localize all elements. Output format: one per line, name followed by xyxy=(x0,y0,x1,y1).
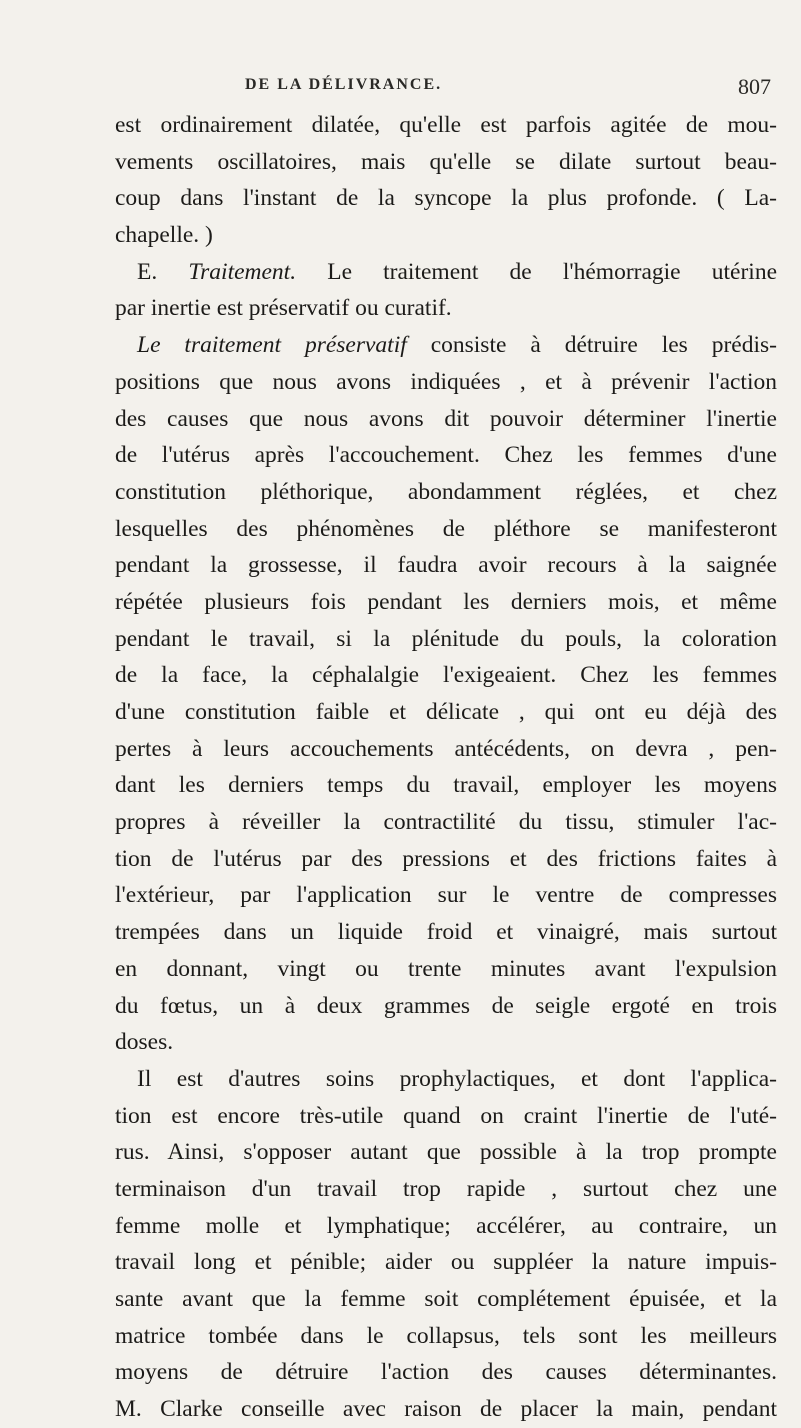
text-line: vements oscillatoires, mais qu'elle se dilate surtout beau- xyxy=(115,148,777,175)
running-header xyxy=(115,74,775,104)
text-line: tion est encore très-utile quand on craint l'inertie de l'uté- xyxy=(115,1102,777,1129)
text-line: lesquelles des phénomènes de pléthore se manifesteront xyxy=(115,515,777,542)
text-line: d'une constitution faible et délicate , qui ont eu déjà des xyxy=(115,699,777,725)
text-line: terminaison d'un travail trop rapide , surtout chez une xyxy=(115,1175,777,1202)
text-line: de la face, la céphalalgie l'exigeaient. Chez les femmes xyxy=(115,662,777,689)
text-line: coup dans l'instant de la syncope la plus profonde. ( La- xyxy=(115,185,777,212)
text-line: travail long et pénible; aider ou suppléer la nature impuis- xyxy=(115,1249,777,1276)
text-line: constitution pléthorique, abondamment réglées, et chez xyxy=(115,478,777,505)
text-line: matrice tombée dans le collapsus, tels sont les meilleurs xyxy=(115,1322,777,1349)
text-line: de l'utérus après l'accouchement. Chez les femmes d'une xyxy=(115,442,777,469)
text-line: Il est d'autres soins prophylactiques, et dont l'applica- xyxy=(137,1065,777,1092)
text-line: trempées dans un liquide froid et vinaigré, mais surtout xyxy=(115,919,777,946)
italic-phrase: Le traitement préservatif xyxy=(137,332,407,359)
section-text: Le traitement de l'hémorragie utérine xyxy=(296,258,777,285)
text-line: répétée plusieurs fois pendant les derniers mois, et même xyxy=(115,588,777,615)
text-line: M. Clarke conseille avec raison de placer la main, pendant xyxy=(115,1396,777,1423)
text-line-section-e xyxy=(115,254,777,291)
text-line: pendant la grossesse, il faudra avoir recours à la saignée xyxy=(115,552,777,579)
text-line: pertes à leurs accouchements antécédents, on devra , pen- xyxy=(115,735,777,762)
body-text xyxy=(115,107,777,1428)
text-line: en donnant, vingt ou trente minutes avant l'expulsion xyxy=(115,955,777,982)
text-line: chapelle. ) xyxy=(115,222,213,249)
text-line: femme molle et lymphatique; accélérer, au contraire, un xyxy=(115,1212,777,1239)
text-line: positions que nous avons indiquées , et à prévenir l'action xyxy=(115,368,777,395)
page-number: 807 xyxy=(738,74,771,99)
running-title: DE LA DÉLIVRANCE. xyxy=(245,76,443,93)
line-text: consiste à détruire les prédis- xyxy=(406,332,777,359)
text-line: dant les derniers temps du travail, employer les moyens xyxy=(115,772,777,799)
text-line: doses. xyxy=(115,1029,174,1056)
text-line: rus. Ainsi, s'opposer autant que possible à la trop prompte xyxy=(115,1139,777,1166)
section-heading: Traitement. xyxy=(188,258,297,285)
text-line: pendant le travail, si la plénitude du pouls, la coloration xyxy=(115,625,777,652)
text-line: sante avant que la femme soit complétement épuisée, et la xyxy=(115,1286,777,1312)
section-letter: E. xyxy=(137,258,189,285)
text-line: tion de l'utérus par des pressions et des frictions faites à xyxy=(115,845,777,872)
text-line: moyens de détruire l'action des causes déterminantes. xyxy=(115,1359,777,1386)
text-line: l'extérieur, par l'application sur le ventre de compresses xyxy=(115,882,777,909)
text-line: est ordinairement dilatée, qu'elle est parfois agitée de mou- xyxy=(115,112,777,138)
text-line: du fœtus, un à deux grammes de seigle ergoté en trois xyxy=(115,992,777,1019)
text-line: propres à réveiller la contractilité du tissu, stimuler l'ac- xyxy=(115,809,777,836)
text-line-preservative xyxy=(115,327,777,364)
text-line: par inertie est préservatif ou curatif. xyxy=(115,295,452,322)
text-line: des causes que nous avons dit pouvoir déterminer l'inertie xyxy=(115,405,777,432)
